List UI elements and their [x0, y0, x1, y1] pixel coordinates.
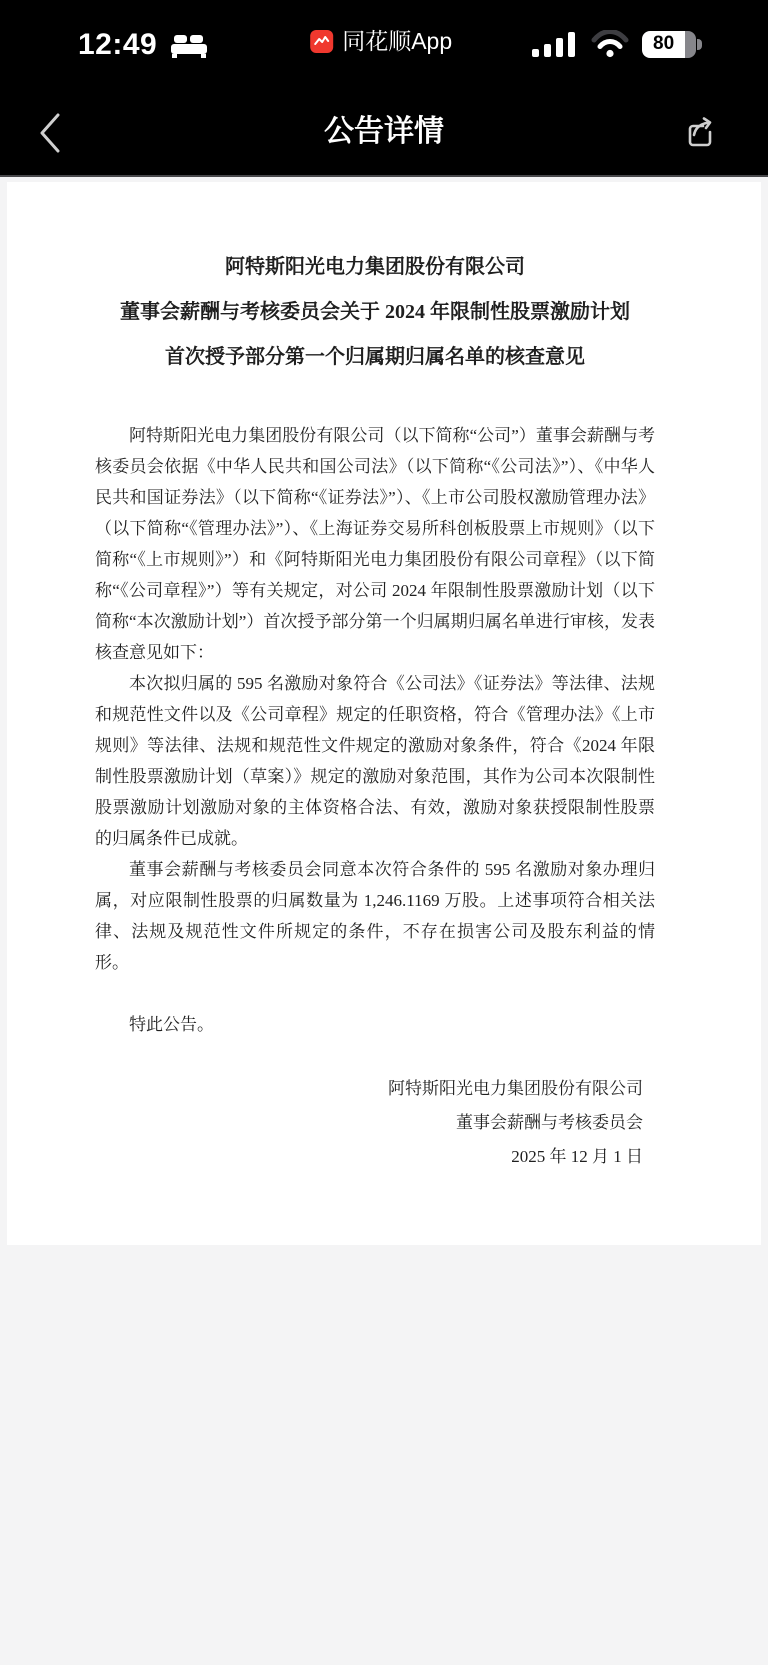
- nav-bar: [0, 90, 768, 177]
- doc-title-line-3: 首次授予部分第一个归属期归属名单的核查意见: [165, 346, 585, 368]
- live-activity-pill[interactable]: [310, 26, 452, 56]
- tonghuashun-app-icon: [310, 30, 333, 53]
- document-signature: [95, 1072, 655, 1174]
- battery-percent: 80: [653, 33, 675, 54]
- doc-closing-line: 特此公告。: [129, 1015, 214, 1034]
- live-activity-app-name: 同花顺App: [342, 28, 453, 54]
- doc-paragraph-2: 本次拟归属的 595 名激励对象符合《公司法》《证券法》等法律、法规和规范性文件以及《公司章程》规定的任职资格，符合《管理办法》《上市规则》等法律、法规和规范性文件规定的激励对象条件，符合《2024 年限制性股票激励计划（草案）》规定的激励对象范围，其作为公司本次限制性股票激励计划激励对象的主体资格合法、有效，激励对象获授限制性股票的归属条件已成就。: [95, 674, 655, 848]
- status-right-group: [532, 30, 702, 58]
- cellular-signal-icon: [532, 31, 578, 57]
- status-time: 12:49: [78, 28, 158, 61]
- battery-indicator: [642, 31, 702, 58]
- document-title: [65, 245, 685, 380]
- signature-date: 2025 年 12 月 1 日: [511, 1147, 643, 1166]
- battery-nub: [697, 39, 702, 50]
- wifi-icon: [591, 30, 629, 58]
- document-page: [7, 182, 761, 1245]
- doc-title-line-2: 董事会薪酬与考核委员会关于 2024 年限制性股票激励计划: [120, 301, 630, 323]
- status-left-group: [78, 28, 208, 62]
- doc-paragraph-3: 董事会薪酬与考核委员会同意本次符合条件的 595 名激励对象办理归属，对应限制性股票的归属数量为 1,246.1169 万股。上述事项符合相关法律、法规及规范性文件所规定的条件，不存在损害公司及股东利益的情形。: [95, 860, 655, 972]
- document-body: [95, 420, 655, 1174]
- status-bar: [0, 0, 768, 90]
- doc-title-line-1: 阿特斯阳光电力集团股份有限公司: [225, 256, 525, 278]
- signature-committee: 董事会薪酬与考核委员会: [456, 1113, 643, 1132]
- share-icon: [686, 117, 714, 149]
- signature-company: 阿特斯阳光电力集团股份有限公司: [388, 1079, 643, 1098]
- doc-paragraph-1: 阿特斯阳光电力集团股份有限公司（以下简称“公司”）董事会薪酬与考核委员会依据《中华人民共和国公司法》（以下简称“《公司法》”）、《中华人民共和国证券法》（以下简称“《证券法》”）、《上市公司股权激励管理办法》（以下简称“《管理办法》”）、《上海证券交易所科创板股票上市规则》（以下简称“《上市规则》”）和《阿特斯阳光电力集团股份有限公司章程》（以下简称“《公司章程》”）等有关规定，对公司 2024 年限制性股票激励计划（以下简称“本次激励计划”）首次授予部分第一个归属期归属名单进行审核，发表核查意见如下：: [95, 426, 655, 662]
- share-button[interactable]: [660, 90, 740, 175]
- page-title: 公告详情: [324, 115, 444, 148]
- sleep-mode-bed-icon: [170, 31, 208, 59]
